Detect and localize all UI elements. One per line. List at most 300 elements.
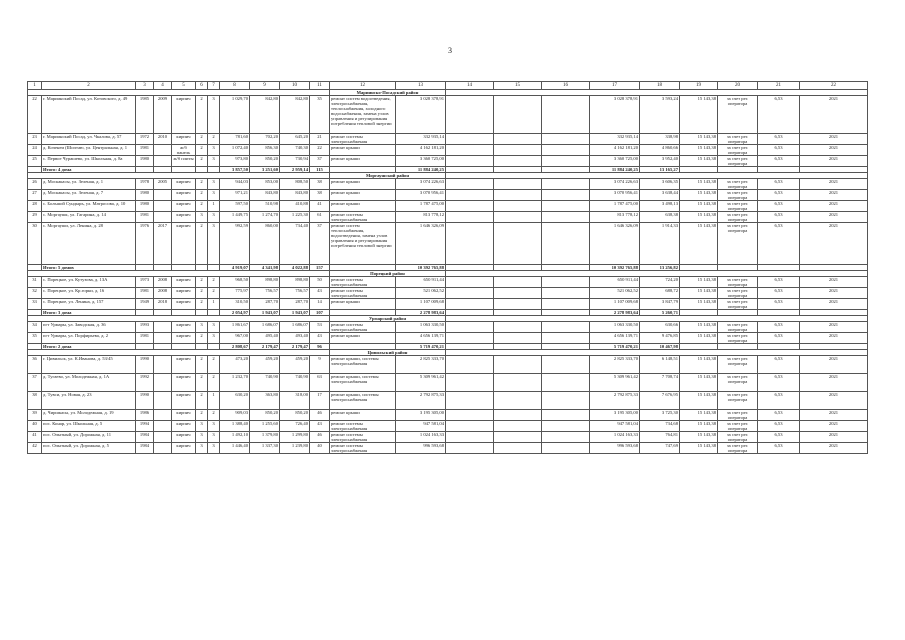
table-cell: 971,21	[220, 190, 250, 201]
table-cell: кирпич	[172, 443, 196, 454]
table-cell: кирпич	[172, 212, 196, 223]
table-cell	[154, 333, 172, 344]
table-cell: 973,80	[220, 156, 250, 167]
table-cell: 9	[310, 356, 330, 374]
table-cell: 3 074 226,63	[590, 179, 640, 190]
table-cell: 15 143,38	[680, 190, 718, 201]
table-cell: 14	[310, 299, 330, 310]
total-cell: 115	[310, 167, 330, 173]
table-cell: за счет рег. оператора	[718, 212, 758, 223]
table-cell: 6,53	[758, 96, 800, 134]
table-cell	[542, 322, 590, 333]
table-cell: пгт Урмары, ул. Заводская, д. 36	[42, 322, 136, 333]
table-cell: за счет рег. оператора	[718, 145, 758, 156]
table-cell: 944,03	[220, 179, 250, 190]
table-cell: 40	[28, 421, 42, 432]
table-cell: 2	[208, 410, 220, 421]
table-cell: кирпич	[172, 322, 196, 333]
table-cell: кирпич	[172, 392, 196, 410]
table-cell: 2021	[800, 212, 868, 223]
table-cell: 645,20	[280, 134, 310, 145]
table-cell: 28	[28, 201, 42, 212]
table-cell: 3 195 305,00	[396, 410, 446, 421]
table-cell: 46	[310, 432, 330, 443]
table-cell: 4 162 181,20	[590, 145, 640, 156]
table-cell	[446, 392, 494, 410]
table-cell: 1 492,10	[220, 432, 250, 443]
table-cell: ремонт систем водоотведения, электроснабжения, теплоснабжения, холодного водоснабжения, замена узлов управления и регулирования потребления тепловой энергии	[330, 96, 396, 134]
table-cell: д. Москакасы, ул. Зеленая, д. 1	[42, 179, 136, 190]
table-cell: 947 581,04	[590, 421, 640, 432]
table-cell: 15 143,38	[680, 212, 718, 223]
total-cell: 2 808,67	[220, 344, 250, 350]
table-cell: 15 143,38	[680, 156, 718, 167]
table-cell	[542, 288, 590, 299]
table-cell: 2 825 333,70	[396, 356, 446, 374]
table-cell: 15 143,38	[680, 179, 718, 190]
table-cell: 3 593,24	[640, 96, 680, 134]
table-cell: за счет рег. оператора	[718, 288, 758, 299]
table-row	[28, 277, 868, 288]
table-cell: д. Москакасы, ул. Зеленая, д. 7	[42, 190, 136, 201]
table-cell: за счет рег. оператора	[718, 432, 758, 443]
table-cell: 6,53	[758, 201, 800, 212]
column-number-cell: 7	[208, 82, 220, 90]
table-cell: 6 148,51	[640, 356, 680, 374]
table-cell	[154, 190, 172, 201]
column-number-cell: 20	[718, 82, 758, 90]
table-cell: 24	[28, 145, 42, 156]
table-cell: 1 024 163,33	[590, 432, 640, 443]
table-cell	[494, 223, 542, 265]
table-cell: 2	[208, 277, 220, 288]
table-cell	[446, 288, 494, 299]
total-cell: Итого: 5 домов	[42, 265, 136, 271]
column-number-cell: 14	[446, 82, 494, 90]
total-cell: 1 943,07	[250, 310, 280, 316]
column-number-cell: 1	[28, 82, 42, 90]
table-cell: 3 952,40	[640, 156, 680, 167]
table-cell: 1 239,80	[280, 443, 310, 454]
table-cell: 1 388,40	[220, 421, 250, 432]
table-cell: 702,20	[250, 134, 280, 145]
table-cell: 6,53	[758, 392, 800, 410]
table-cell: 1 024 163,33	[396, 432, 446, 443]
table-cell: 36	[28, 356, 42, 374]
table-cell: ремонт крыши	[330, 179, 396, 190]
table-cell: 2021	[800, 223, 868, 265]
table-cell	[446, 432, 494, 443]
table-cell: 6,53	[758, 333, 800, 344]
table-cell: 3	[196, 443, 208, 454]
table-cell: 2021	[800, 190, 868, 201]
table-cell: 3	[208, 432, 220, 443]
table-cell: 7 708,74	[640, 374, 680, 392]
table-cell: 39	[28, 410, 42, 421]
table-cell: ремонт системы электроснабжения	[330, 322, 396, 333]
table-cell: 734,40	[280, 223, 310, 265]
table-cell: 1 255,60	[250, 421, 280, 432]
table-cell: ремонт крыши	[330, 190, 396, 201]
table-cell: 2	[196, 179, 208, 190]
table-cell: 2008	[154, 288, 172, 299]
table-cell: 1981	[136, 145, 154, 156]
total-cell: 2 179,47	[280, 344, 310, 350]
table-cell: 756,57	[280, 288, 310, 299]
table-row	[28, 223, 868, 265]
table-cell: 38	[310, 190, 330, 201]
table-cell: 27	[28, 190, 42, 201]
table-cell: 843,80	[250, 190, 280, 201]
table-cell: 3 638,44	[640, 190, 680, 201]
table-cell: за счет рег. оператора	[718, 179, 758, 190]
table-cell: 2 792 875,33	[590, 392, 640, 410]
total-cell: 5 719 470,21	[590, 344, 640, 350]
table-cell: 1990	[136, 356, 154, 374]
table-cell: 2021	[800, 322, 868, 333]
table-cell: 3 606,35	[640, 179, 680, 190]
table-cell: за счет рег. оператора	[718, 223, 758, 265]
table-cell: ремонт крыши, системы электроснабжения	[330, 356, 396, 374]
table-cell: 3 070 956,41	[396, 190, 446, 201]
table-cell: 15 143,38	[680, 223, 718, 265]
table-cell: 6,53	[758, 299, 800, 310]
table-cell: за счет рег. оператора	[718, 156, 758, 167]
table-cell: 3 725,30	[640, 410, 680, 421]
table-cell: 650 911,44	[396, 277, 446, 288]
table-cell: 15 143,38	[680, 356, 718, 374]
column-number-cell: 17	[590, 82, 640, 90]
total-cell: 4 919,07	[220, 265, 250, 271]
table-cell: 15 143,38	[680, 432, 718, 443]
table-cell: 730,94	[280, 156, 310, 167]
table-row	[28, 443, 868, 454]
table-cell: 2	[196, 288, 208, 299]
table-cell: 2	[208, 134, 220, 145]
table-cell: 3	[208, 145, 220, 156]
table-cell: 63	[310, 374, 330, 392]
table-cell: за счет рег. оператора	[718, 333, 758, 344]
table-cell	[542, 134, 590, 145]
table-cell	[494, 201, 542, 212]
table-cell: 3	[208, 179, 220, 190]
table-cell: 2021	[800, 299, 868, 310]
table-cell: 15 143,38	[680, 421, 718, 432]
table-cell: 3	[208, 212, 220, 223]
table-cell	[494, 322, 542, 333]
table-cell	[542, 443, 590, 454]
table-cell: 2	[196, 201, 208, 212]
table-cell: 6,53	[758, 288, 800, 299]
table-cell	[446, 96, 494, 134]
total-cell: 2 054,97	[220, 310, 250, 316]
table-cell: 842,80	[280, 96, 310, 134]
table-cell: 1 274,70	[250, 212, 280, 223]
table-cell: 3 028 378,91	[396, 96, 446, 134]
table-cell: 2021	[800, 145, 868, 156]
table-cell	[542, 201, 590, 212]
table-cell: 2021	[800, 96, 868, 134]
table-cell: 3	[208, 190, 220, 201]
table-cell	[542, 190, 590, 201]
table-cell	[494, 277, 542, 288]
column-number-cell: 6	[196, 82, 208, 90]
table-cell	[446, 201, 494, 212]
table-cell: 2021	[800, 392, 868, 410]
table-cell: 15 143,38	[680, 392, 718, 410]
table-cell	[494, 421, 542, 432]
table-row	[28, 356, 868, 374]
total-cell: 5 719 470,21	[396, 344, 446, 350]
table-cell: ремонт систем теплоснабжения, водоотведения, замена узлов управления и регулирования потребления тепловой энергии	[330, 223, 396, 265]
table-cell: 630,20	[220, 392, 250, 410]
table-cell	[494, 410, 542, 421]
table-cell	[446, 223, 494, 265]
table-cell: за счет рег. оператора	[718, 374, 758, 392]
table-cell: ж/б плиты	[172, 156, 196, 167]
table-cell: 521 062,52	[590, 288, 640, 299]
table-cell: 1981	[136, 212, 154, 223]
table-cell	[154, 432, 172, 443]
table-cell: 2021	[800, 432, 868, 443]
table-cell: 6,53	[758, 223, 800, 265]
table-row	[28, 190, 868, 201]
table-cell: 50	[310, 277, 330, 288]
table-cell: 726,40	[280, 421, 310, 432]
table-cell	[542, 333, 590, 344]
table-cell: 7 676,95	[640, 392, 680, 410]
table-cell: 992,59	[220, 223, 250, 265]
table-cell: 842,80	[250, 96, 280, 134]
table-cell: 3 360 725,00	[396, 156, 446, 167]
table-cell	[542, 96, 590, 134]
table-row	[28, 134, 868, 145]
table-cell: 2	[208, 374, 220, 392]
table-cell: 813 778,12	[396, 212, 446, 223]
table-cell: кирпич	[172, 201, 196, 212]
table-cell: 459,20	[250, 356, 280, 374]
table-cell	[494, 96, 542, 134]
table-cell: 3	[196, 432, 208, 443]
table-cell: 37	[310, 223, 330, 265]
total-cell: 157	[310, 265, 330, 271]
section-title: Мариинско-Посадский район	[330, 90, 446, 96]
table-cell: кирпич	[172, 299, 196, 310]
table-cell: 1 686,07	[280, 322, 310, 333]
table-cell	[154, 421, 172, 432]
total-cell: 11 884 240,25	[396, 167, 446, 173]
table-cell: 1978	[136, 179, 154, 190]
total-cell: 2 179,47	[250, 344, 280, 350]
total-cell: Итого: 4 дома	[42, 167, 136, 173]
table-cell: 15 143,38	[680, 299, 718, 310]
table-cell: 2	[196, 96, 208, 134]
table-cell: д. Тугаево, ул. Молодежная, д. 1А	[42, 374, 136, 392]
table-cell: кирпич	[172, 356, 196, 374]
table-cell: ремонт крыши	[330, 410, 396, 421]
table-cell: 740,30	[280, 145, 310, 156]
table-row	[28, 156, 868, 167]
table-cell: за счет рег. оператора	[718, 190, 758, 201]
table-cell	[494, 190, 542, 201]
total-cell: 11 884 240,25	[590, 167, 640, 173]
table-cell: 2005	[154, 179, 172, 190]
table-cell	[446, 299, 494, 310]
table-cell: 688,72	[640, 288, 680, 299]
table-cell: 33	[28, 299, 42, 310]
table-cell	[446, 443, 494, 454]
table-cell: 1984	[136, 443, 154, 454]
table-cell: 1980	[136, 190, 154, 201]
table-cell: 310,50	[220, 299, 250, 310]
table-cell: с. Первое Чурашево, ул. Школьная, д. 8а	[42, 156, 136, 167]
table-cell: 898,80	[250, 277, 280, 288]
table-cell: 1981	[136, 288, 154, 299]
table-cell: 2021	[800, 179, 868, 190]
table-cell: 6,53	[758, 421, 800, 432]
table-cell: 493,40	[280, 333, 310, 344]
table-cell: 30	[28, 223, 42, 265]
table-cell: 17	[310, 392, 330, 410]
table-cell	[542, 421, 590, 432]
table-cell: 6,53	[758, 374, 800, 392]
table-cell: 43	[310, 421, 330, 432]
table-cell: кирпич	[172, 410, 196, 421]
table-cell: 3 074 226,63	[396, 179, 446, 190]
table-cell: 967,00	[220, 333, 250, 344]
table-cell: 1	[208, 299, 220, 310]
table-cell: 996 593,68	[590, 443, 640, 454]
table-cell: 1980	[136, 201, 154, 212]
table-cell	[154, 201, 172, 212]
table-cell: 734,68	[640, 421, 680, 432]
table-cell: 21	[310, 134, 330, 145]
table-cell	[154, 212, 172, 223]
table-cell: за счет рег. оператора	[718, 356, 758, 374]
table-cell: 410,88	[280, 201, 310, 212]
table-cell: г. Мариинский Посад, ул. Чкалова, д. 57	[42, 134, 136, 145]
table-cell: 850,20	[250, 156, 280, 167]
table-cell: 3 847,79	[640, 299, 680, 310]
table-cell: 3	[208, 96, 220, 134]
table-cell: с. Порецкое, ул. Ленина, д. 157	[42, 299, 136, 310]
total-cell: 2 278 983,64	[396, 310, 446, 316]
table-row	[28, 179, 868, 190]
table-cell: 1 337,30	[250, 443, 280, 454]
table-cell: 1 861,67	[220, 322, 250, 333]
table-cell	[494, 333, 542, 344]
table-cell: 1985	[136, 96, 154, 134]
table-cell: 15 143,38	[680, 201, 718, 212]
table-cell: 2010	[154, 134, 172, 145]
total-cell: 10 467,98	[640, 344, 680, 350]
table-cell: 287,70	[280, 299, 310, 310]
table-cell: ремонт крыши, системы электроснабжения	[330, 374, 396, 392]
table-cell: 781,60	[220, 134, 250, 145]
table-cell: 4 860,66	[640, 145, 680, 156]
table-cell: 332 935,14	[396, 134, 446, 145]
table-cell	[542, 392, 590, 410]
table-cell: ремонт системы электроснабжения	[330, 421, 396, 432]
table-cell	[542, 223, 590, 265]
section-title: Урмарский район	[330, 316, 446, 322]
total-cell: 3 857,50	[220, 167, 250, 173]
table-cell: за счет рег. оператора	[718, 201, 758, 212]
table-cell: 26	[28, 179, 42, 190]
table-cell: г. Цивильск, ул. К.Иванова, д. 53/45	[42, 356, 136, 374]
table-cell: 1 446,40	[220, 443, 250, 454]
total-cell: 4 022,88	[280, 265, 310, 271]
table-cell: 1949	[136, 299, 154, 310]
table-cell: 4 656 139,71	[590, 333, 640, 344]
table-cell: 1 646 326,09	[590, 223, 640, 265]
table-cell	[542, 212, 590, 223]
table-cell: ремонт системы электроснабжения	[330, 134, 396, 145]
table-cell	[446, 179, 494, 190]
table-cell: 2009	[154, 96, 172, 134]
total-cell: 13 165,27	[640, 167, 680, 173]
table-cell	[494, 145, 542, 156]
table-cell: 3 360 725,00	[590, 156, 640, 167]
table-cell: 775,97	[220, 288, 250, 299]
table-cell: 630,66	[640, 322, 680, 333]
table-cell: 2021	[800, 333, 868, 344]
table-cell: ремонт системы электроснабжения	[330, 212, 396, 223]
table-cell: 2	[196, 223, 208, 265]
table-cell	[542, 145, 590, 156]
table-cell: 909,03	[220, 410, 250, 421]
table-cell: 1984	[136, 432, 154, 443]
table-row	[28, 96, 868, 134]
table-row	[28, 299, 868, 310]
table-cell: 6,53	[758, 432, 800, 443]
total-cell: 2 959,14	[280, 167, 310, 173]
column-number-cell: 3	[136, 82, 154, 90]
table-cell: кирпич	[172, 288, 196, 299]
table-cell: 1 914,33	[640, 223, 680, 265]
column-number-cell: 13	[396, 82, 446, 90]
table-cell: 850,20	[250, 410, 280, 421]
table-cell: ремонт системы электроснабжения	[330, 288, 396, 299]
column-number-cell: 19	[680, 82, 718, 90]
table-cell: 1 787 475,00	[396, 201, 446, 212]
table-cell: 32	[28, 288, 42, 299]
table-cell: 2	[196, 410, 208, 421]
table-cell: 1 107 009,68	[396, 299, 446, 310]
table-cell: 510,98	[250, 201, 280, 212]
table-cell	[154, 374, 172, 392]
table-cell: 5 309 961,42	[590, 374, 640, 392]
table-cell: 2017	[154, 223, 172, 265]
table-cell: 459,20	[280, 356, 310, 374]
table-cell: кирпич	[172, 179, 196, 190]
table-cell: 15 143,38	[680, 145, 718, 156]
table-cell	[542, 156, 590, 167]
table-cell: 61	[310, 212, 330, 223]
table-cell: 2	[196, 190, 208, 201]
table-cell: 6,53	[758, 277, 800, 288]
table-cell: 3 195 305,00	[590, 410, 640, 421]
table-cell	[494, 212, 542, 223]
table-cell: 6,53	[758, 410, 800, 421]
table-cell: 3	[208, 421, 220, 432]
table-cell: 35	[310, 96, 330, 134]
table-cell: пос. Конар, ул. Школьная, д. 5	[42, 421, 136, 432]
table-cell	[446, 410, 494, 421]
table-cell: за счет рег. оператора	[718, 96, 758, 134]
table-cell	[154, 356, 172, 374]
table-cell: за счет рег. оператора	[718, 443, 758, 454]
